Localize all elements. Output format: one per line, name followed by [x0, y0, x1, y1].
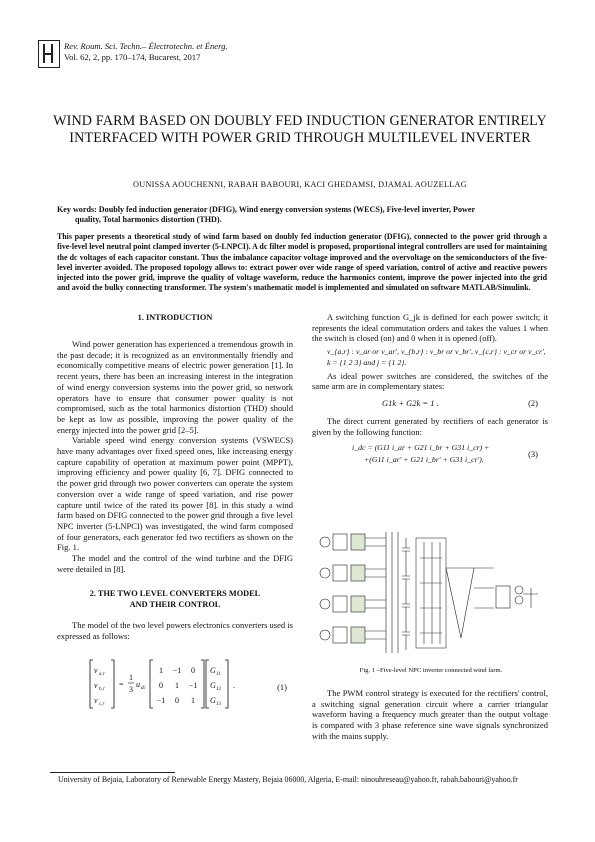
equation-1: [57, 652, 293, 722]
eq2-text: G1k + G2k = 1 .: [382, 397, 439, 408]
svg-text:1: 1: [175, 680, 179, 690]
switching-sets: k = {1 2 3} and j = {1 2}.: [327, 357, 407, 367]
svg-text:u: u: [136, 679, 140, 689]
complementary-paragraph: As ideal power switches are considered, the switches of the same arm are in complementary states:: [312, 370, 548, 392]
abstract: This paper presents a theoretical study of wind farm based on doubly fed induction generator (DFIG), connected to the power grid through a five-level level neutral point clamped inverter (5-LNPCI). A dc filter model is proposed, proportional integral controllers are used for maintaining the dc voltages of each capacitor constant. Thus the imbalance capacitor voltage improved and the overvoltage on the semiconductors of the five-level inverter avoided. The proposed topology allows to: extract power over wide range of speed variation, control of active and reactive powers injected into the power grid, improve the quality of voltage waveform, reduce the harmonics content, improve the power injected into the grid and avoid the bulky connecting transformer. The system's mathematic model is implemented and simulated on software MATLAB/Simulink.: [57, 232, 547, 293]
svg-text:1: 1: [191, 695, 195, 705]
paper-title: WIND FARM BASED ON DOUBLY FED INDUCTION GENERATOR ENTIRELY INTERFACED WITH POWER GRID THROUGH MULTILEVEL INVERTER: [53, 113, 547, 146]
eq3-line2: +(G11 i_ar' + G21 i_br' + G31 i_cr').: [364, 455, 484, 465]
pwm-paragraph: The PWM control strategy is executed for the rectifiers' control, a switching signal generation circuit where a carrier triangular waveform having a frequency much greater than the output voltage is compared with 3 phase reference sine wave signals synchronized with the mains supply.: [312, 688, 548, 741]
eq2-number: (2): [528, 397, 538, 408]
svg-text:−1: −1: [188, 680, 198, 690]
svg-text:c,r: c,r: [99, 701, 105, 707]
right-column: [312, 312, 548, 471]
pwm-paragraph-block: [312, 688, 548, 742]
svg-text:3: 3: [129, 684, 133, 694]
section-2-heading: 2. THE TWO LEVEL CONVERTERS MODEL AND THEIR CONTROL: [89, 589, 261, 610]
svg-text:G: G: [210, 665, 216, 675]
eq3-line1: i_dc = (G11 i_ar + G21 i_br + G31 i_cr) +: [352, 443, 490, 453]
intro-paragraph-1: Wind power generation has experienced a tremendous growth in the past decade; it is recognized as an environmentally friendly and economically competitive means of electric power generation [1]. In recent years, there has been an increasing interest in the integration of wind energy conversion systems into the power grid, so network operators have to ensure that consumer power quality is not compromised, such as the total harmonics distortion (THD) should be kept as low as possible, improving the power quality of the energy injected into the power grid [2–5].: [57, 339, 293, 435]
keywords: [57, 205, 547, 226]
keywords-line2: quality, Total harmonics distortion (THD).: [75, 215, 222, 225]
capacitor-bank: [402, 538, 410, 650]
svg-text:1: 1: [129, 672, 133, 682]
generator-block-4: [320, 627, 386, 643]
eq1-lhs-0: v: [94, 665, 98, 675]
equation-3: [312, 441, 548, 471]
svg-text:13: 13: [216, 701, 221, 707]
svg-text:1: 1: [159, 665, 163, 675]
svg-text:12: 12: [216, 686, 221, 692]
switching-function-paragraph: A switching function G_jk is defined for each power switch; it represents the ideal commutation orders and takes the values 1 when the switch is closed (on) and 0 when it is opened (off).: [312, 312, 548, 344]
svg-text:b,r: b,r: [99, 686, 105, 692]
direct-current-paragraph: The direct current generated by rectifiers of each generator is given by the following function:: [312, 415, 548, 437]
generator-block-3: [320, 596, 386, 612]
generator-block-2: [320, 565, 386, 581]
svg-text:−1: −1: [172, 665, 182, 675]
svg-text:G: G: [210, 695, 216, 705]
equation-1-graphic: [57, 652, 293, 722]
left-column: [57, 312, 293, 722]
footnote: University of Bejaia, Laboratory of Renewable Energy Mastery, Bejaia 06000, Algeria, E-mail: ninouhreseau@yahoo.fr, rabah.babouri@yahoo.fr: [58, 775, 518, 784]
eq1-number: (1): [277, 681, 287, 692]
footnote-rule: [50, 772, 175, 773]
eq1-lhs-1: v: [94, 680, 98, 690]
svg-text:G: G: [210, 680, 216, 690]
journal-logo: [38, 40, 60, 68]
svg-text:.: .: [233, 680, 235, 690]
svg-text:0: 0: [175, 695, 179, 705]
svg-text:11: 11: [216, 671, 221, 677]
journal-line: Rev. Roum. Sci. Techn.– Électrotechn. et Énerg.: [64, 41, 228, 51]
intro-paragraph-3: The model and the control of the wind turbine and the DFIG were detailed in [8].: [57, 553, 293, 574]
svg-text:0: 0: [191, 665, 195, 675]
svg-text:−1: −1: [156, 695, 166, 705]
svg-text:dc: dc: [141, 685, 146, 691]
svg-text:a,r: a,r: [99, 671, 105, 677]
switching-variables: v_{a,r} : v_ar or v_ar', v_{b,r} : v_br or v_br', v_{c,r} : v_cr or v_cr',: [327, 347, 546, 357]
equation-2: [312, 392, 548, 416]
svg-text:0: 0: [159, 680, 163, 690]
grid-block: [496, 586, 538, 608]
svg-text:=: =: [119, 679, 124, 689]
intro-paragraph-2: Variable speed wind energy conversion systems (VSWECS) have many advantages over fixed speed ones, like increasing energy capture capability of operation at maximum power point (MPPT), improving efficiency and power quality [6, 7]. DFIG connected to the power grid through two power converters can operate the system conversion over a wide range of speed variation, and rise power capture until twice of the rated its power [8]. in this study a wind farm based on DFIG connected to the power grid through a five level NPC inverter (5-LNPCI) was investigated, the wind farm composed of four generators, each generator fed two rectifiers as shown on the Fig. 1.: [57, 435, 293, 553]
figure-1-diagram: [316, 528, 541, 661]
output-filter: [446, 568, 494, 638]
eq1-lhs-2: v: [94, 695, 98, 705]
section-1-heading: 1. INTRODUCTION: [137, 313, 213, 322]
eq3-number: (3): [528, 449, 538, 460]
figure-1-caption: Fig. 1 –Five-level NPC inverter connected wind farm.: [359, 667, 503, 674]
section2-paragraph-1: The model of the two level powers electronics converters used is expressed as follows:: [57, 620, 293, 642]
volume-line: Vol. 62, 2, pp. 170–174, Bucarest, 2017: [64, 52, 201, 62]
five-level-inverter: [416, 538, 446, 648]
circuit-schematic: [316, 528, 541, 661]
keywords-line1: Key words: Doubly fed induction generator (DFIG), Wind energy conversion systems (WECS), Five-level inverter, Power: [57, 205, 476, 214]
journal-header: [64, 41, 228, 63]
generator-block-1: [320, 534, 386, 550]
authors: OUNISSA AOUCHENNI, RABAH BABOURI, KACI GHEDAMSI, DJAMAL AOUZELLAG: [133, 180, 467, 189]
